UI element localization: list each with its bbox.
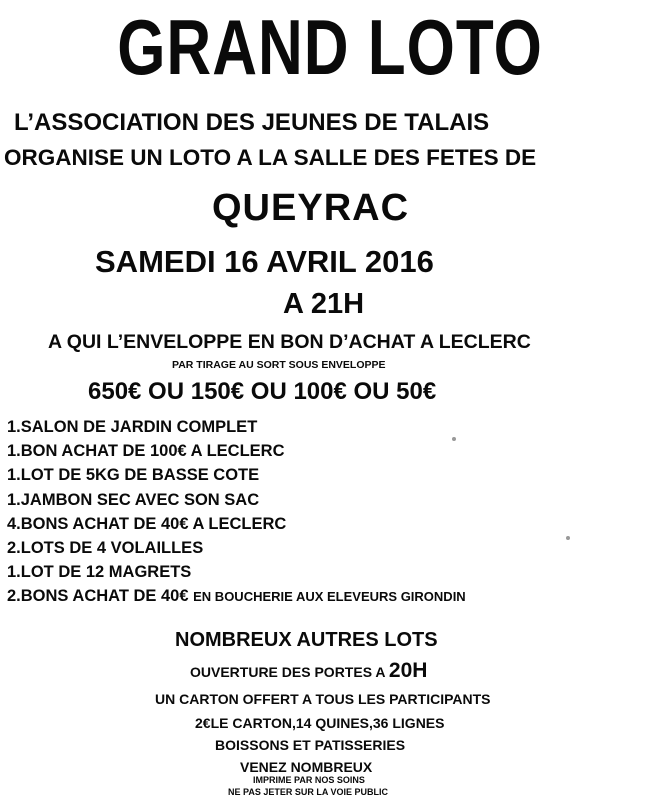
printed-note: IMPRIME PAR NOS SOINS — [253, 775, 365, 785]
association-line: L’ASSOCIATION DES JEUNES DE TALAIS — [14, 109, 490, 136]
pricing-line: 2€LE CARTON,14 QUINES,36 LIGNES — [195, 715, 445, 731]
prize-item — [7, 463, 466, 487]
prize-item — [7, 560, 466, 584]
doors-time: 20H — [388, 659, 428, 682]
prize-list — [7, 415, 466, 609]
prize-item — [7, 415, 466, 439]
come-line: VENEZ NOMBREUX — [240, 759, 373, 775]
envelope-sub: PAR TIRAGE AU SORT SOUS ENVELOPPE — [172, 359, 386, 371]
organise-line: ORGANISE UN LOTO A LA SALLE DES FETES DE — [4, 145, 537, 170]
prize-text: 4.BONS ACHAT DE 40€ A LECLERC — [7, 514, 287, 533]
carton-offer: UN CARTON OFFERT A TOUS LES PARTICIPANTS — [155, 691, 491, 707]
no-throw-note: NE PAS JETER SUR LA VOIE PUBLIC — [228, 787, 389, 797]
refreshments-line: BOISSONS ET PATISSERIES — [215, 737, 406, 753]
prize-item — [7, 439, 466, 463]
envelope-amounts: 650€ OU 150€ OU 100€ OU 50€ — [88, 378, 437, 405]
poster-title: GRAND LOTO — [117, 5, 543, 92]
prize-text: 1.LOT DE 12 MAGRETS — [7, 563, 192, 582]
venue-name: QUEYRAC — [212, 187, 410, 229]
prize-item — [7, 536, 466, 560]
prize-text: 2.LOTS DE 4 VOLAILLES — [7, 538, 204, 557]
envelope-main: A QUI L’ENVELOPPE EN BON D’ACHAT A LECLERC — [48, 331, 531, 353]
prize-item — [7, 488, 466, 512]
event-time: A 21H — [283, 288, 365, 320]
event-date: SAMEDI 16 AVRIL 2016 — [95, 244, 434, 279]
prize-text: 1.SALON DE JARDIN COMPLET — [7, 418, 258, 436]
prize-text: 2.BONS ACHAT DE 40€ — [7, 587, 189, 606]
other-lots: NOMBREUX AUTRES LOTS — [175, 629, 438, 651]
doors-opening — [190, 660, 427, 681]
doors-label: OUVERTURE DES PORTES A — [190, 664, 385, 680]
prize-text: 1.LOT DE 5KG DE BASSE COTE — [7, 466, 260, 485]
prize-text: 1.BON ACHAT DE 100€ A LECLERC — [7, 442, 285, 461]
prize-item — [7, 512, 466, 536]
paper-speck — [452, 437, 456, 441]
paper-speck — [566, 536, 570, 540]
prize-item — [7, 584, 466, 608]
prize-text: 1.JAMBON SEC AVEC SON SAC — [7, 490, 260, 509]
prize-extra-text: EN BOUCHERIE AUX ELEVEURS GIRONDIN — [193, 589, 466, 605]
